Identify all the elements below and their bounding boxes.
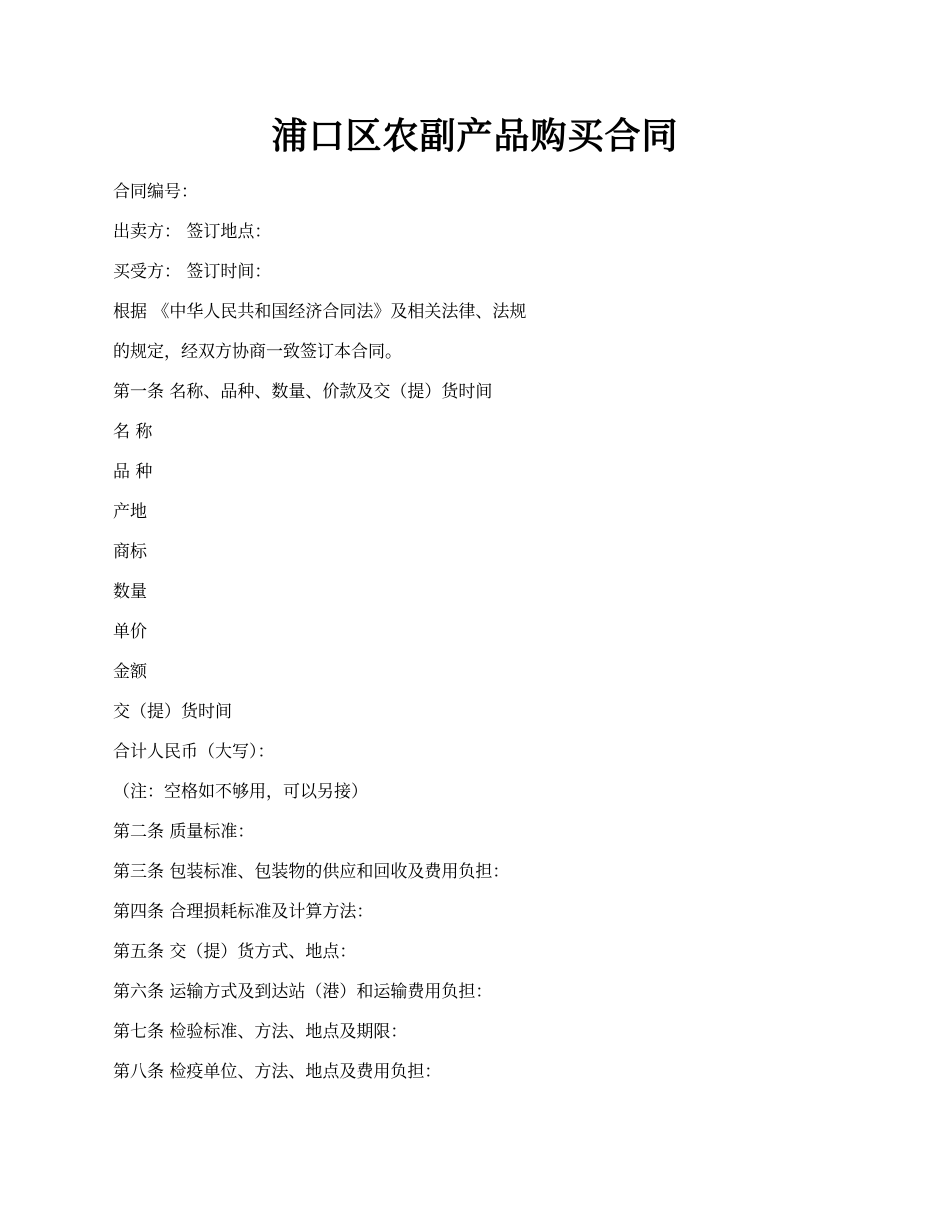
field-amount: 金额 xyxy=(113,662,147,682)
preamble-line-1: 根据 《中华人民共和国经济合同法》及相关法律、法规 xyxy=(113,302,527,322)
note-line: （注：空格如不够用，可以另接） xyxy=(113,782,368,802)
seller-line: 出卖方： 签订地点： xyxy=(113,222,272,242)
article-6: 第六条 运输方式及到达站（港）和运输费用负担： xyxy=(113,982,493,1002)
field-unit-price: 单价 xyxy=(113,622,147,642)
field-name: 名 称 xyxy=(113,422,153,442)
preamble-line-2: 的规定，经双方协商一致签订本合同。 xyxy=(113,342,402,362)
document-body xyxy=(113,176,833,1096)
field-trademark: 商标 xyxy=(113,542,147,562)
article-5: 第五条 交（提）货方式、地点： xyxy=(113,942,357,962)
field-origin: 产地 xyxy=(113,502,147,522)
article-2: 第二条 质量标准： xyxy=(113,822,255,842)
article-8: 第八条 检疫单位、方法、地点及费用负担： xyxy=(113,1062,442,1082)
article-7: 第七条 检验标准、方法、地点及期限： xyxy=(113,1022,408,1042)
document-title: 浦口区农副产品购买合同 xyxy=(271,115,679,157)
buyer-line: 买受方： 签订时间： xyxy=(113,262,272,282)
total-rmb-line: 合计人民币（大写）： xyxy=(113,742,275,762)
field-delivery-time: 交（提）货时间 xyxy=(113,702,232,722)
article-3: 第三条 包装标准、包装物的供应和回收及费用负担： xyxy=(113,862,510,882)
contract-number-line: 合同编号： xyxy=(113,182,198,202)
article-1-heading: 第一条 名称、品种、数量、价款及交（提）货时间 xyxy=(113,382,493,402)
field-quantity: 数量 xyxy=(113,582,147,602)
field-variety: 品 种 xyxy=(113,462,153,482)
article-4: 第四条 合理损耗标准及计算方法： xyxy=(113,902,374,922)
